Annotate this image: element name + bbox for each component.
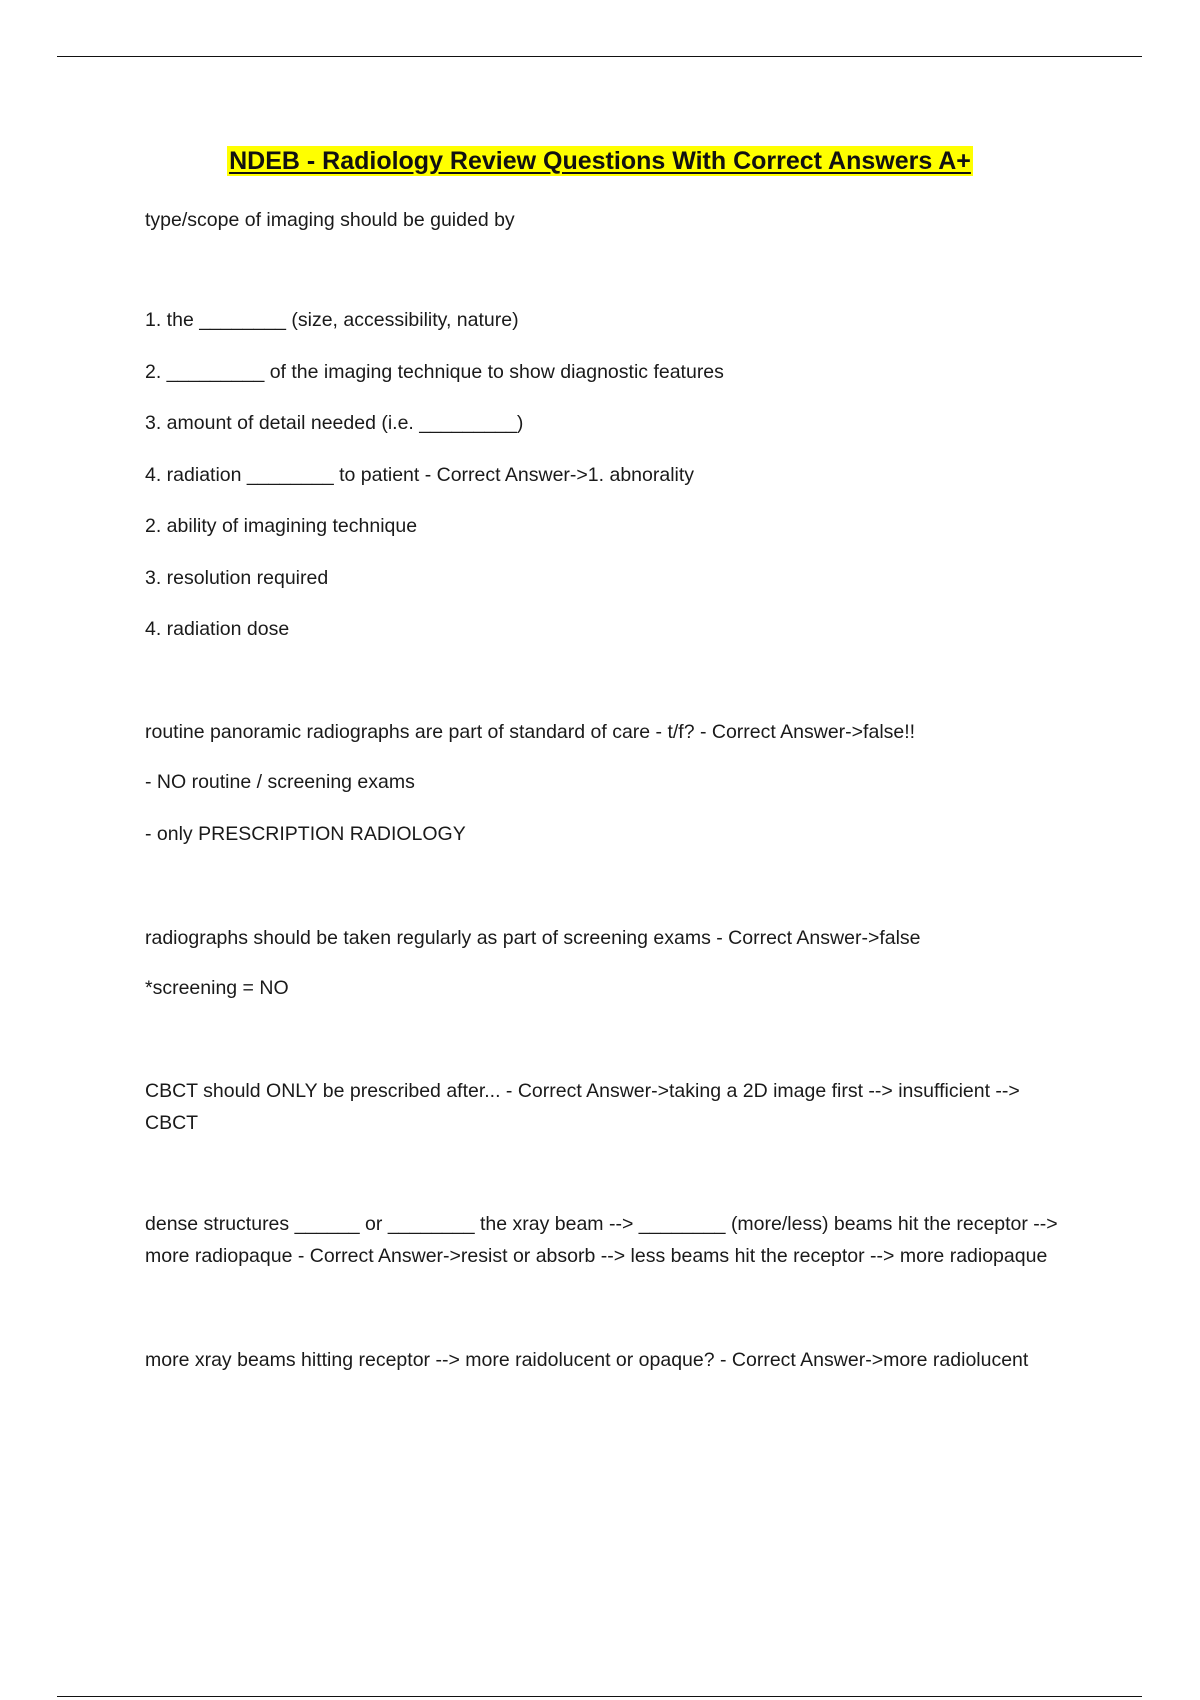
answer-item-4: 4. radiation dose bbox=[145, 618, 290, 640]
question-item-1: 1. the ________ (size, accessibility, nature) bbox=[145, 309, 519, 331]
question-dense-structures: dense structures ______ or ________ the xray beam --> ________ (more/less) beams hit the receptor --> more radiopaque - Correct Answer->resist or absorb --> less beams hit the receptor --> more radiopaque bbox=[145, 1213, 1058, 1267]
answer-note-prescription: - only PRESCRIPTION RADIOLOGY bbox=[145, 823, 466, 845]
question-panoramic: routine panoramic radiographs are part of standard of care - t/f? - Correct Answer->false!! bbox=[145, 721, 916, 743]
question-screening: radiographs should be taken regularly as part of screening exams - Correct Answer->false bbox=[145, 927, 921, 949]
title-container bbox=[0, 146, 1200, 176]
answer-note-screening: *screening = NO bbox=[145, 977, 289, 999]
question-radiolucent: more xray beams hitting receptor --> more raidolucent or opaque? - Correct Answer->more radiolucent bbox=[145, 1349, 1029, 1371]
question-item-4-answer: 4. radiation ________ to patient - Correct Answer->1. abnorality bbox=[145, 464, 695, 486]
header-rule bbox=[57, 56, 1142, 57]
document-title: NDEB - Radiology Review Questions With Correct Answers A+ bbox=[229, 147, 971, 175]
question-item-3: 3. amount of detail needed (i.e. _________) bbox=[145, 412, 524, 434]
footer-rule bbox=[57, 1696, 1142, 1697]
answer-item-2: 2. ability of imagining technique bbox=[145, 515, 418, 537]
question-cbct: CBCT should ONLY be prescribed after... - Correct Answer->taking a 2D image first --> insufficient --> CBCT bbox=[145, 1080, 1020, 1134]
answer-note-no-routine: - NO routine / screening exams bbox=[145, 771, 415, 793]
answer-item-3: 3. resolution required bbox=[145, 567, 329, 589]
question-item-2: 2. _________ of the imaging technique to show diagnostic features bbox=[145, 361, 724, 383]
question-intro: type/scope of imaging should be guided by bbox=[145, 209, 515, 231]
